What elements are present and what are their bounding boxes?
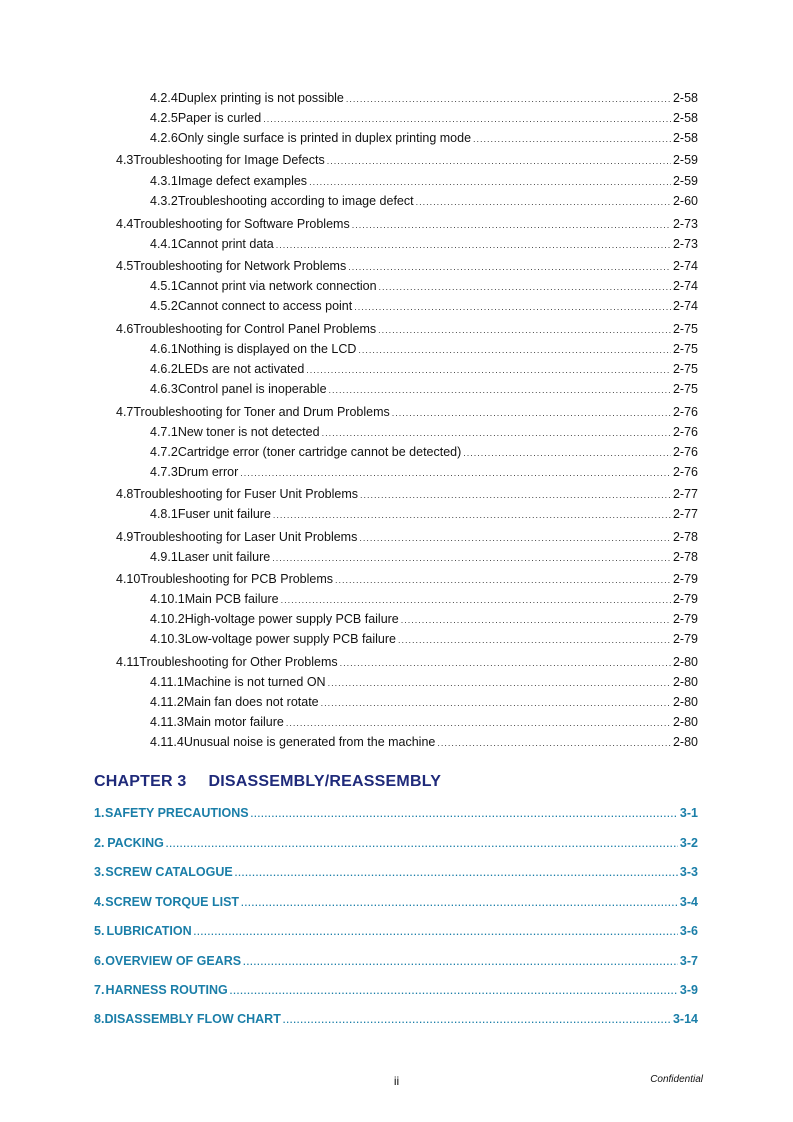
toc-entry-number: 4.3.2 (150, 194, 178, 208)
footer-confidential: Confidential (650, 1074, 703, 1085)
footer-page-number: ii (393, 1074, 400, 1088)
toc-entry-page: 3-3 (679, 865, 698, 879)
toc-entry-number: 8. (94, 1012, 105, 1026)
toc-entry-title: LUBRICATION (106, 924, 192, 938)
toc-entry-number: 4. (94, 895, 105, 909)
toc-entry[interactable] (150, 236, 698, 253)
toc-entry-number: 4.10.3 (150, 632, 185, 646)
dot-leader (437, 735, 671, 751)
toc-entry-title: Troubleshooting for Control Panel Problems (133, 322, 377, 336)
toc-entry[interactable] (150, 193, 698, 210)
dot-leader (328, 675, 671, 691)
toc-entry[interactable] (150, 424, 698, 441)
toc-entry-title: SCREW TORQUE LIST (105, 895, 240, 909)
toc-entry-number: 3. (94, 865, 105, 879)
toc-entry-number: 4.7.2 (150, 445, 178, 459)
toc-entry-title: Troubleshooting for PCB Problems (140, 572, 334, 586)
toc-entry-page: 3-4 (679, 895, 698, 909)
toc-entry-number: 4.6.1 (150, 342, 178, 356)
toc-entry-title: Troubleshooting for Laser Unit Problems (133, 530, 358, 544)
toc-entry-number: 2. (94, 836, 105, 850)
dot-leader (354, 299, 671, 315)
toc-entry[interactable] (150, 110, 698, 127)
toc-entry-page: 2-78 (672, 550, 698, 564)
toc-entry-number: 4.7.1 (150, 425, 178, 439)
toc-entry-title: Laser unit failure (177, 550, 271, 564)
dot-leader (335, 572, 671, 588)
toc-entry-page: 2-79 (672, 572, 698, 586)
toc-entry-number: 6. (94, 954, 105, 968)
toc-entry-title: OVERVIEW OF GEARS (105, 954, 242, 968)
toc-entry[interactable] (150, 361, 698, 378)
toc-entry-title: DISASSEMBLY FLOW CHART (104, 1012, 281, 1026)
dot-leader (329, 382, 671, 398)
toc-entry-title: Unusual noise is generated from the machine (183, 735, 436, 749)
dot-leader (401, 612, 671, 628)
toc-entry[interactable] (150, 674, 698, 691)
toc-entry-title: Low-voltage power supply PCB failure (184, 632, 396, 646)
chapter-toc-entry[interactable] (94, 954, 698, 968)
toc-entry-number: 4.11 (116, 655, 140, 669)
dot-leader (251, 809, 678, 819)
dot-leader (322, 425, 671, 441)
toc-entry-number: 4.8 (116, 487, 134, 501)
toc-entry-title: Troubleshooting for Other Problems (139, 655, 338, 669)
dot-leader (346, 91, 671, 107)
toc-entry-number: 4.10.2 (150, 612, 185, 626)
dot-leader (340, 655, 671, 671)
toc-entry-title: PACKING (107, 836, 164, 850)
toc-entry-page: 3-6 (679, 924, 698, 938)
dot-leader (235, 868, 678, 878)
toc-entry[interactable] (150, 278, 698, 295)
toc-entry-page: 2-74 (672, 299, 698, 313)
toc-entry-page: 2-76 (672, 445, 698, 459)
toc-entry[interactable] (150, 298, 698, 315)
toc-entry-number: 4.2.4 (150, 91, 178, 105)
toc-entry-title: Control panel is inoperable (177, 382, 327, 396)
toc-entry-page: 3-2 (679, 836, 698, 850)
toc-entry-number: 4.5 (116, 259, 134, 273)
toc-entry-number: 4.10.1 (150, 592, 185, 606)
dot-leader (273, 507, 671, 523)
dot-leader (166, 839, 678, 849)
toc-entry[interactable] (150, 611, 698, 628)
toc-entry-page: 2-73 (672, 217, 698, 231)
toc-entry-page: 2-58 (672, 111, 698, 125)
toc-entry-title: Image defect examples (177, 174, 308, 188)
dot-leader (286, 715, 671, 731)
toc-section-entry[interactable] (116, 404, 698, 421)
dot-leader (240, 465, 671, 481)
toc-entry-number: 4.11.1 (150, 675, 184, 689)
toc-entry-title: Only single surface is printed in duplex printing mode (177, 131, 472, 145)
toc-entry-title: Machine is not turned ON (183, 675, 326, 689)
toc-entry-title: HARNESS ROUTING (105, 983, 228, 997)
toc-entry-page: 2-80 (672, 695, 698, 709)
toc-entry-title: SAFETY PRECAUTIONS (105, 806, 249, 820)
toc-entry-number: 4.7 (116, 405, 134, 419)
dot-leader (392, 405, 671, 421)
toc-entry[interactable] (150, 631, 698, 648)
toc-entry-title: New toner is not detected (177, 425, 320, 439)
toc-section-entry[interactable] (116, 152, 698, 169)
toc-entry[interactable] (150, 130, 698, 147)
dot-leader (281, 592, 671, 608)
dot-leader (358, 342, 671, 358)
dot-leader (359, 530, 671, 546)
dot-leader (306, 362, 671, 378)
toc-entry-title: Fuser unit failure (177, 507, 271, 521)
dot-leader (360, 487, 671, 503)
chapter-toc-entry[interactable] (94, 1012, 698, 1026)
toc-entry-number: 4.11.2 (150, 695, 184, 709)
chapter-label: CHAPTER 3 (94, 773, 187, 790)
toc-entry-number: 4.4 (116, 217, 134, 231)
chapter-toc-entry[interactable] (94, 836, 698, 850)
toc-entry-page: 2-79 (672, 632, 698, 646)
toc-entry-page: 2-75 (672, 362, 698, 376)
toc-entry-number: 4.3 (116, 153, 134, 167)
chapter-toc-entry[interactable] (94, 895, 698, 909)
toc-entry-page: 2-74 (672, 279, 698, 293)
toc-entry-page: 2-79 (672, 612, 698, 626)
toc-entry-page: 2-77 (672, 487, 698, 501)
toc-entry[interactable] (150, 90, 698, 107)
toc-entry-number: 4.9.1 (150, 550, 178, 564)
toc-entry-title: Main PCB failure (184, 592, 279, 606)
dot-leader (379, 279, 671, 295)
toc-entry-number: 4.7.3 (150, 465, 178, 479)
toc-entry[interactable] (150, 173, 698, 190)
toc-entry-title: Duplex printing is not possible (177, 91, 344, 105)
toc-entry-page: 2-75 (672, 382, 698, 396)
dot-leader (241, 898, 678, 908)
toc-entry-title: Paper is curled (177, 111, 262, 125)
toc-entry-page: 2-80 (672, 715, 698, 729)
toc-entry-page: 3-1 (679, 806, 698, 820)
toc-entry-number: 4.11.4 (150, 735, 184, 749)
toc-entry[interactable] (150, 464, 698, 481)
toc-entry[interactable] (150, 444, 698, 461)
dot-leader (276, 237, 671, 253)
toc-entry-page: 2-58 (672, 131, 698, 145)
toc-entry-number: 4.3.1 (150, 174, 178, 188)
toc-entry-page: 2-80 (672, 735, 698, 749)
toc-entry-page: 2-75 (672, 342, 698, 356)
chapter-toc-entry[interactable] (94, 865, 698, 879)
dot-leader (283, 1015, 671, 1025)
toc-entry-title: High-voltage power supply PCB failure (184, 612, 399, 626)
chapter-toc-entry[interactable] (94, 983, 698, 997)
toc-entry-title: LEDs are not activated (177, 362, 305, 376)
toc-entry[interactable] (150, 381, 698, 398)
toc-section-entry[interactable] (116, 321, 698, 338)
toc-entry-page: 3-7 (679, 954, 698, 968)
toc-entry-title: Cannot print via network connection (177, 279, 377, 293)
dot-leader (321, 695, 671, 711)
toc-entry-title: Troubleshooting according to image defect (177, 194, 414, 208)
toc-entry-number: 4.11.3 (150, 715, 184, 729)
toc-entry-page: 2-76 (672, 405, 698, 419)
toc-entry-page: 2-80 (672, 655, 698, 669)
toc-entry-page: 2-80 (672, 675, 698, 689)
toc-entry-page: 2-79 (672, 592, 698, 606)
dot-leader (463, 445, 671, 461)
dot-leader (348, 259, 671, 275)
toc-section-entry[interactable] (116, 529, 698, 546)
toc-entry-title: Troubleshooting for Network Problems (133, 259, 347, 273)
toc-section-entry[interactable] (116, 654, 698, 671)
toc-entry[interactable] (150, 549, 698, 566)
toc-entry-page: 2-73 (672, 237, 698, 251)
toc-entry-title: Drum error (177, 465, 239, 479)
toc-entry-title: Cannot print data (177, 237, 274, 251)
toc-entry-number: 4.5.2 (150, 299, 178, 313)
dot-leader (327, 153, 671, 169)
dot-leader (263, 111, 671, 127)
toc-entry-number: 4.5.1 (150, 279, 178, 293)
toc-entry-page: 2-59 (672, 153, 698, 167)
dot-leader (473, 131, 671, 147)
toc-section-entry[interactable] (116, 258, 698, 275)
toc-entry-number: 5. (94, 924, 105, 938)
toc-entry-number: 4.6.3 (150, 382, 178, 396)
dot-leader (230, 986, 678, 996)
toc-entry-number: 4.6.2 (150, 362, 178, 376)
toc-section-entry[interactable] (116, 486, 698, 503)
dot-leader (309, 174, 671, 190)
toc-entry-title: SCREW CATALOGUE (105, 865, 233, 879)
toc-entry[interactable] (150, 714, 698, 731)
toc-entry-number: 4.2.6 (150, 131, 178, 145)
toc-entry-page: 2-75 (672, 322, 698, 336)
toc-entry-number: 1. (94, 806, 105, 820)
toc-entry-title: Nothing is displayed on the LCD (177, 342, 357, 356)
toc-entry-page: 2-78 (672, 530, 698, 544)
toc-entry-page: 2-77 (672, 507, 698, 521)
toc-entry-page: 3-14 (672, 1012, 698, 1026)
toc-section-entry[interactable] (116, 571, 698, 588)
chapter-title: DISASSEMBLY/REASSEMBLY (208, 773, 442, 790)
toc-entry-number: 4.9 (116, 530, 134, 544)
dot-leader (243, 957, 678, 967)
toc-entry-title: Cannot connect to access point (177, 299, 353, 313)
dot-leader (352, 217, 671, 233)
toc-entry-title: Main motor failure (183, 715, 284, 729)
dot-leader (398, 632, 671, 648)
toc-entry-number: 7. (94, 983, 105, 997)
toc-entry-page: 2-58 (672, 91, 698, 105)
toc-entry-title: Troubleshooting for Image Defects (133, 153, 325, 167)
toc-entry[interactable] (150, 341, 698, 358)
toc-section-entry[interactable] (116, 216, 698, 233)
toc-entry[interactable] (150, 694, 698, 711)
toc-entry-page: 2-76 (672, 425, 698, 439)
toc-entry[interactable] (150, 506, 698, 523)
toc-entry-page: 2-76 (672, 465, 698, 479)
toc-entry-title: Troubleshooting for Fuser Unit Problems (133, 487, 359, 501)
toc-entry[interactable] (150, 591, 698, 608)
toc-entry-page: 2-59 (672, 174, 698, 188)
dot-leader (194, 927, 678, 937)
toc-entry-number: 4.6 (116, 322, 134, 336)
toc-entry-page: 2-74 (672, 259, 698, 273)
dot-leader (416, 194, 671, 210)
toc-entry-number: 4.2.5 (150, 111, 178, 125)
toc-entry-number: 4.8.1 (150, 507, 178, 521)
toc-entry-title: Troubleshooting for Software Problems (133, 217, 350, 231)
toc-entry-page: 3-9 (679, 983, 698, 997)
dot-leader (272, 550, 671, 566)
toc-entry-page: 2-60 (672, 194, 698, 208)
toc-entry[interactable] (150, 734, 698, 751)
toc-entry-number: 4.10 (116, 572, 141, 586)
chapter-toc-entry[interactable] (94, 806, 698, 820)
chapter-toc-entry[interactable] (94, 924, 698, 938)
toc-entry-title: Troubleshooting for Toner and Drum Problems (133, 405, 390, 419)
toc-entry-number: 4.4.1 (150, 237, 178, 251)
dot-leader (378, 322, 671, 338)
toc-entry-title: Cartridge error (toner cartridge cannot be detected) (177, 445, 462, 459)
toc-entry-title: Main fan does not rotate (183, 695, 319, 709)
chapter-heading (94, 773, 441, 791)
